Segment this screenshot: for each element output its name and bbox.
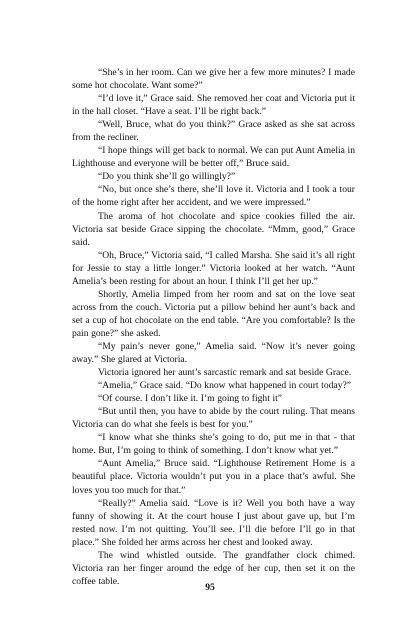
paragraph: The aroma of hot chocolate and spice cookies filled the air. Victoria sat beside Grace sipping the chocolate. “Mmm, good,” Grace said. [72, 210, 355, 248]
paragraph: “Well, Bruce, what do you think?” Grace asked as she sat across from the recliner. [72, 119, 355, 144]
paragraph: “Really?” Amelia said. “Love is it? Well you both have a way funny of showing it. At the court house I just about gave up, but I’m rested now. I’m not quitting. You’ll see. I’ll die before I’ll go in that place.” She folded her arms across her chest and looked away. [72, 497, 355, 548]
paragraph: The wind whistled outside. The grandfather clock chimed. Victoria ran her finger around the edge of her cup, then set it on the coffee table. [72, 549, 355, 587]
paragraph: “She’s in her room. Can we give her a few more minutes? I made some hot chocolate. Want some?” [72, 67, 355, 92]
page-number: 95 [205, 582, 215, 593]
paragraph: “Aunt Amelia,” Bruce said. “Lighthouse Retirement Home is a beautiful place. Victoria wouldn’t put you in a place that’s awful. She loves you too much for that.” [72, 458, 355, 496]
paragraph: “Do you think she’ll go willingly?” [98, 171, 236, 183]
paragraph: “Oh, Bruce,” Victoria said, “I called Marsha. She said it’s all right for Jessie to stay a little longer.” Victoria looked at her watch. “Aunt Amelia’s been resting for about an hour. I think I’ll get her up.” [72, 249, 355, 287]
paragraph: Shortly, Amelia limped from her room and sat on the love seat across from the couch. Victoria put a pillow behind her aunt’s back and set a cup of hot chocolate on the end table. “Are you comfortable? Is the pain gone?” she asked. [72, 288, 355, 339]
paragraph: “No, but once she’s there, she’ll love it. Victoria and I took a tour of the home right after her accident, and we were impressed.” [72, 184, 355, 209]
paragraph: “Amelia,” Grace said. “Do know what happened in court today?” [98, 380, 352, 392]
body-text [72, 66, 355, 588]
paragraph: Victoria ignored her aunt’s sarcastic remark and sat beside Grace. [98, 367, 352, 379]
paragraph: “Of course. I don’t like it. I’m going to fight it” [98, 393, 283, 405]
paragraph: “I know what she thinks she’s going to do, put me in that - that home. But, I’m going to think of something. I don’t know what yet.” [72, 432, 355, 457]
paragraph: “My pain’s never gone,” Amelia said. “Now it’s never going away.” She glared at Victoria. [72, 340, 355, 366]
paragraph: “But until then, you have to abide by the court ruling. That means Victoria can do what she feels is best for you.” [72, 406, 355, 431]
paragraph: “I hope things will get back to normal. We can put Aunt Amelia in Lighthouse and everyone will be better off,” Bruce said. [72, 145, 355, 170]
paragraph: “I’d love it,” Grace said. She removed her coat and Victoria put it in the hall closet. “Have a seat. I’ll be right back.” [72, 93, 355, 118]
